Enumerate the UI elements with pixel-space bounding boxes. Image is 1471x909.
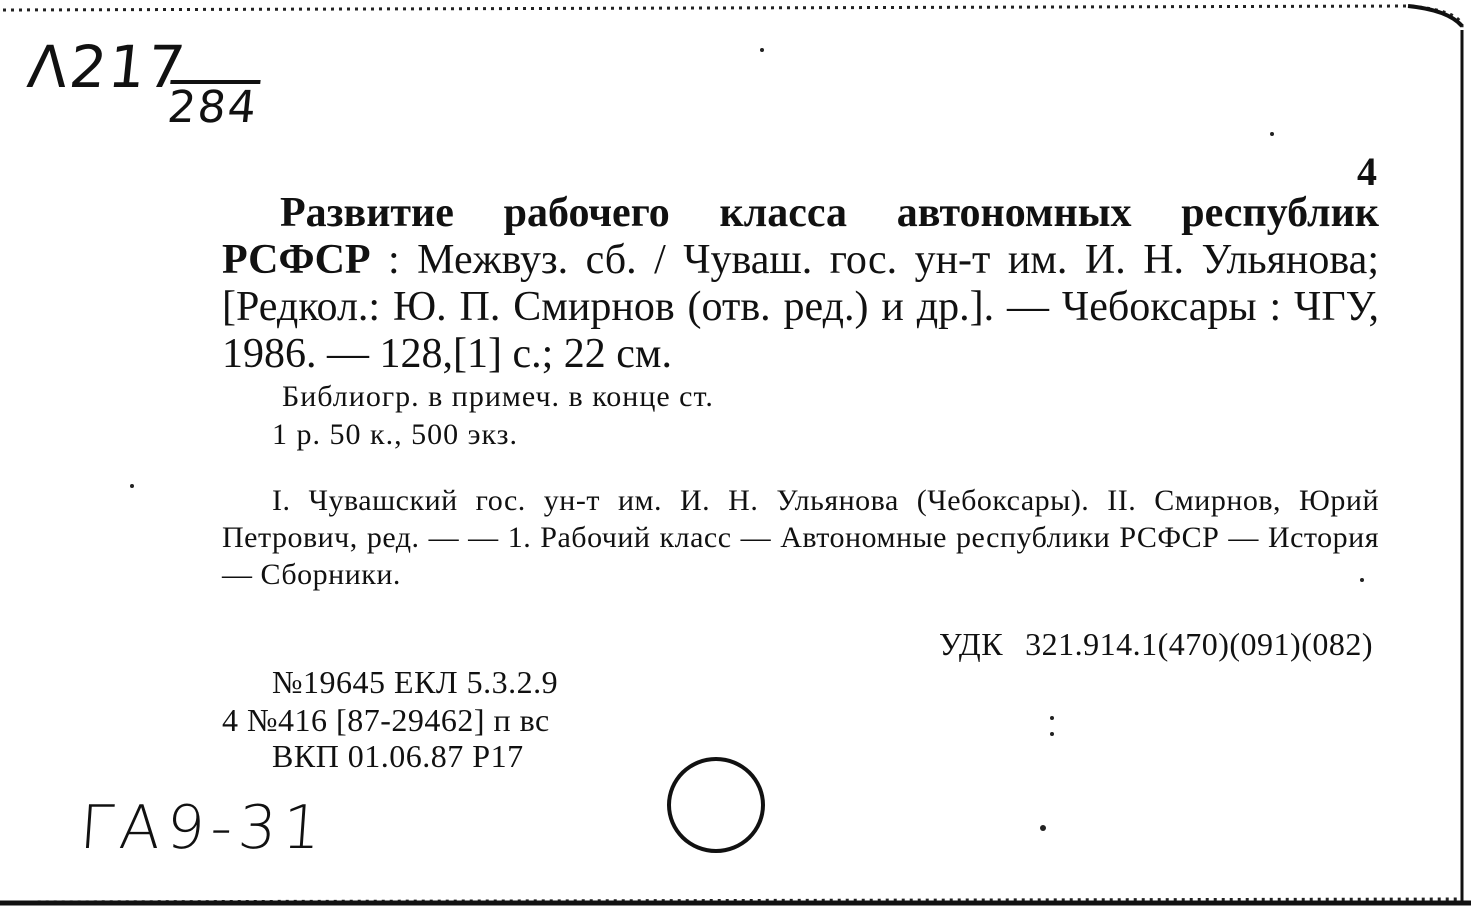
- speck: [130, 484, 134, 488]
- speck: [1040, 825, 1046, 831]
- speck: [1270, 132, 1274, 136]
- speck: [1360, 578, 1364, 582]
- speck: [760, 48, 764, 52]
- registration-line-1: №19645 ЕКЛ 5.3.2.9: [272, 664, 559, 700]
- bibliography-note: Библиогр. в примеч. в конце ст.: [282, 380, 714, 413]
- speck: [1050, 732, 1054, 736]
- registration-line-3: ВКП 01.06.87 Р17: [272, 738, 524, 774]
- card-number: 4: [1357, 149, 1377, 194]
- bibliographic-title: [222, 190, 1379, 378]
- price-line: 1 р. 50 к., 500 экз.: [272, 418, 518, 451]
- udk-code: [939, 626, 1373, 663]
- punch-hole: [667, 757, 765, 853]
- registration-line-2: 4 №416 [87-29462] п вс: [222, 702, 550, 738]
- shelf-mark-sub: 284: [165, 82, 261, 133]
- speck: [1050, 716, 1054, 720]
- shelf-mark-main: Λ217: [24, 33, 190, 101]
- title-main: Развитие рабочего класса автономных республик РСФСР: [222, 190, 1379, 283]
- udk-value: 321.914.1(470)(091)(082): [1025, 626, 1373, 662]
- tracings: I. Чувашский гос. ун-т им. И. Н. Ульянова (Чебоксары). II. Смирнов, Юрий Петрович, ред. — — 1. Рабочий класс — Автономные республики РСФСР — История — Сборники.: [222, 484, 1379, 591]
- title-details: : Межвуз. сб. / Чуваш. гос. ун-т им. И. Н. Ульянова; [Редкол.: Ю. П. Смирнов (отв. ред.) и др.]. — Чебоксары : ЧГУ, 1986. — 128,[1] с.; 22 см.: [222, 237, 1379, 377]
- handwritten-code: ГА9-31: [77, 793, 330, 863]
- udk-label: УДК: [938, 626, 1004, 662]
